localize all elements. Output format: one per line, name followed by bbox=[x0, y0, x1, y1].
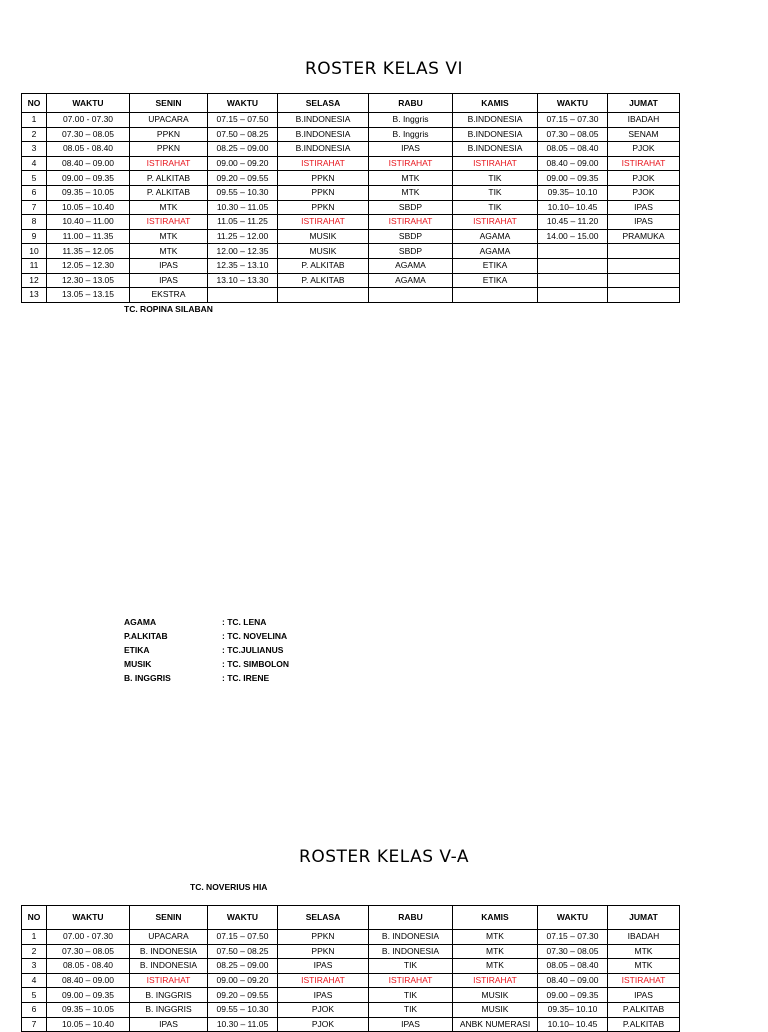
table-cell: SENAM bbox=[608, 127, 680, 142]
table-cell: B. INDONESIA bbox=[369, 944, 453, 959]
table-cell: 09.35– 10.10 bbox=[538, 185, 608, 200]
roster-title-va: ROSTER KELAS V-A bbox=[299, 847, 469, 867]
column-header: WAKTU bbox=[538, 94, 608, 113]
table-cell: IPAS bbox=[130, 273, 208, 288]
table-cell: PJOK bbox=[608, 185, 680, 200]
table-row bbox=[22, 288, 680, 303]
table-header-row bbox=[22, 94, 680, 113]
table-cell: B.INDONESIA bbox=[453, 142, 538, 157]
table-cell: ISTIRAHAT bbox=[608, 973, 680, 988]
table-cell: 1 bbox=[22, 113, 47, 128]
table-cell: 07.30 – 08.05 bbox=[47, 127, 130, 142]
table-cell: 09.20 – 09.55 bbox=[208, 988, 278, 1003]
table-cell: PPKN bbox=[278, 185, 369, 200]
table-cell: B. INDONESIA bbox=[130, 959, 208, 974]
table-cell: 13.10 – 13.30 bbox=[208, 273, 278, 288]
table-cell: ISTIRAHAT bbox=[130, 215, 208, 230]
subject-teacher-list bbox=[124, 615, 289, 685]
table-row bbox=[22, 171, 680, 186]
table-cell: 07.15 – 07.30 bbox=[538, 113, 608, 128]
column-header: WAKTU bbox=[208, 94, 278, 113]
table-row bbox=[22, 988, 680, 1003]
column-header: KAMIS bbox=[453, 94, 538, 113]
table-row bbox=[22, 930, 680, 945]
table-cell: MUSIK bbox=[278, 229, 369, 244]
table-cell: 09.00 – 09.35 bbox=[538, 171, 608, 186]
table-cell: 2 bbox=[22, 944, 47, 959]
table-row bbox=[22, 944, 680, 959]
table-cell: ISTIRAHAT bbox=[369, 156, 453, 171]
table-cell bbox=[608, 288, 680, 303]
table-cell: TIK bbox=[369, 1002, 453, 1017]
column-header: WAKTU bbox=[47, 94, 130, 113]
table-cell: 07.50 – 08.25 bbox=[208, 944, 278, 959]
table-cell: SBDP bbox=[369, 244, 453, 259]
table-cell: TIK bbox=[369, 959, 453, 974]
subject-name: B. INGGRIS bbox=[124, 673, 171, 683]
table-cell: 08.25 – 09.00 bbox=[208, 142, 278, 157]
homeroom-teacher-vi: TC. ROPINA SILABAN bbox=[124, 304, 213, 314]
table-cell: 09.00 – 09.35 bbox=[538, 988, 608, 1003]
table-cell bbox=[278, 288, 369, 303]
table-cell: B.INDONESIA bbox=[278, 127, 369, 142]
table-cell bbox=[608, 273, 680, 288]
table-cell: 09.20 – 09.55 bbox=[208, 171, 278, 186]
column-header: KAMIS bbox=[453, 906, 538, 930]
table-cell: ISTIRAHAT bbox=[453, 156, 538, 171]
table-cell: 11.05 – 11.25 bbox=[208, 215, 278, 230]
teacher-name: : TC. LENA bbox=[222, 617, 267, 627]
table-cell: ISTIRAHAT bbox=[369, 973, 453, 988]
table-cell: ETIKA bbox=[453, 273, 538, 288]
table-cell: 08.05 – 08.40 bbox=[538, 959, 608, 974]
column-header: JUMAT bbox=[608, 94, 680, 113]
subject-name: ETIKA bbox=[124, 645, 150, 655]
subject-name: P.ALKITAB bbox=[124, 631, 168, 641]
table-cell: 10.10– 10.45 bbox=[538, 200, 608, 215]
table-cell: 07.30 – 08.05 bbox=[538, 944, 608, 959]
table-cell: B.INDONESIA bbox=[278, 113, 369, 128]
table-cell: 2 bbox=[22, 127, 47, 142]
table-cell: EKSTRA bbox=[130, 288, 208, 303]
table-cell: 10.40 – 11.00 bbox=[47, 215, 130, 230]
teacher-name: : TC. IRENE bbox=[222, 673, 270, 683]
homeroom-teacher-va: TC. NOVERIUS HIA bbox=[190, 882, 268, 892]
table-cell: 09.00 – 09.20 bbox=[208, 973, 278, 988]
table-cell: PJOK bbox=[608, 142, 680, 157]
table-cell: 07.15 – 07.30 bbox=[538, 930, 608, 945]
table-cell: IPAS bbox=[608, 215, 680, 230]
table-cell: 08.25 – 09.00 bbox=[208, 959, 278, 974]
table-cell: 4 bbox=[22, 973, 47, 988]
table-cell bbox=[538, 273, 608, 288]
roster-title-vi: ROSTER KELAS VI bbox=[304, 59, 464, 79]
table-cell: 3 bbox=[22, 142, 47, 157]
table-cell: P. ALKITAB bbox=[130, 185, 208, 200]
table-cell: 09.00 – 09.20 bbox=[208, 156, 278, 171]
table-cell: MTK bbox=[453, 930, 538, 945]
table-cell: 12 bbox=[22, 273, 47, 288]
table-cell: SBDP bbox=[369, 229, 453, 244]
table-cell: TIK bbox=[369, 988, 453, 1003]
table-cell: P.ALKITAB bbox=[608, 1017, 680, 1032]
table-cell: 12.30 – 13.05 bbox=[47, 273, 130, 288]
table-cell: AGAMA bbox=[369, 273, 453, 288]
table-cell bbox=[538, 244, 608, 259]
table-row bbox=[22, 258, 680, 273]
table-cell: PPKN bbox=[278, 200, 369, 215]
teacher-row bbox=[124, 671, 289, 685]
table-cell: 10.10– 10.45 bbox=[538, 1017, 608, 1032]
table-cell: P. ALKITAB bbox=[278, 258, 369, 273]
table-cell: AGAMA bbox=[453, 229, 538, 244]
table-cell: TIK bbox=[453, 171, 538, 186]
table-cell: 09.55 – 10.30 bbox=[208, 1002, 278, 1017]
table-cell: ISTIRAHAT bbox=[278, 215, 369, 230]
table-row bbox=[22, 127, 680, 142]
column-header: SELASA bbox=[278, 906, 369, 930]
table-row bbox=[22, 200, 680, 215]
table-cell bbox=[608, 258, 680, 273]
table-cell: 14.00 – 15.00 bbox=[538, 229, 608, 244]
teacher-row bbox=[124, 629, 289, 643]
table-cell: 07.50 – 08.25 bbox=[208, 127, 278, 142]
roster-table-va bbox=[21, 905, 680, 1032]
table-cell: ETIKA bbox=[453, 258, 538, 273]
table-cell: B.INDONESIA bbox=[278, 142, 369, 157]
table-cell bbox=[453, 288, 538, 303]
table-cell: MTK bbox=[130, 200, 208, 215]
table-cell: IPAS bbox=[130, 1017, 208, 1032]
table-cell: PJOK bbox=[278, 1017, 369, 1032]
table-cell bbox=[208, 288, 278, 303]
table-cell: 09.35– 10.10 bbox=[538, 1002, 608, 1017]
column-header: SELASA bbox=[278, 94, 369, 113]
table-cell: IPAS bbox=[608, 200, 680, 215]
table-cell: 5 bbox=[22, 171, 47, 186]
table-cell: SBDP bbox=[369, 200, 453, 215]
table-cell: 09.35 – 10.05 bbox=[47, 185, 130, 200]
table-cell: 7 bbox=[22, 1017, 47, 1032]
column-header: JUMAT bbox=[608, 906, 680, 930]
table-cell: MTK bbox=[130, 244, 208, 259]
table-cell: ISTIRAHAT bbox=[278, 973, 369, 988]
table-cell: 11.35 – 12.05 bbox=[47, 244, 130, 259]
table-cell: B. INDONESIA bbox=[130, 944, 208, 959]
table-cell: 09.00 – 09.35 bbox=[47, 988, 130, 1003]
table-row bbox=[22, 229, 680, 244]
column-header: SENIN bbox=[130, 906, 208, 930]
table-cell: 12.05 – 12.30 bbox=[47, 258, 130, 273]
table-cell: 10.30 – 11.05 bbox=[208, 200, 278, 215]
table-cell: 08.40 – 09.00 bbox=[538, 156, 608, 171]
table-cell: TIK bbox=[453, 185, 538, 200]
table-cell: IPAS bbox=[278, 988, 369, 1003]
teacher-row bbox=[124, 643, 289, 657]
subject-name: AGAMA bbox=[124, 617, 157, 627]
table-cell: 08.05 – 08.40 bbox=[538, 142, 608, 157]
table-cell bbox=[369, 288, 453, 303]
table-cell: B. INGGRIS bbox=[130, 1002, 208, 1017]
table-cell: 07.30 – 08.05 bbox=[538, 127, 608, 142]
table-cell: IPAS bbox=[369, 1017, 453, 1032]
table-cell: 07.00 - 07.30 bbox=[47, 113, 130, 128]
table-cell: 07.15 – 07.50 bbox=[208, 113, 278, 128]
teacher-row bbox=[124, 657, 289, 671]
table-cell: 07.15 – 07.50 bbox=[208, 930, 278, 945]
table-cell: ISTIRAHAT bbox=[453, 215, 538, 230]
table-cell: 08.40 – 09.00 bbox=[47, 156, 130, 171]
table-cell: 12.35 – 13.10 bbox=[208, 258, 278, 273]
table-cell: 08.40 – 09.00 bbox=[47, 973, 130, 988]
table-cell: AGAMA bbox=[369, 258, 453, 273]
table-cell: 11.25 – 12.00 bbox=[208, 229, 278, 244]
table-cell: 13.05 – 13.15 bbox=[47, 288, 130, 303]
table-cell: MUSIK bbox=[453, 988, 538, 1003]
column-header: WAKTU bbox=[538, 906, 608, 930]
table-row bbox=[22, 959, 680, 974]
table-cell: PPKN bbox=[130, 127, 208, 142]
table-cell: 1 bbox=[22, 930, 47, 945]
table-cell: 10.05 – 10.40 bbox=[47, 200, 130, 215]
table-cell: 09.55 – 10.30 bbox=[208, 185, 278, 200]
table-row bbox=[22, 244, 680, 259]
table-cell: P.ALKITAB bbox=[608, 1002, 680, 1017]
table-cell: AGAMA bbox=[453, 244, 538, 259]
column-header: WAKTU bbox=[208, 906, 278, 930]
table-cell: 08.05 - 08.40 bbox=[47, 142, 130, 157]
table-cell: MUSIK bbox=[453, 1002, 538, 1017]
table-cell: 11.00 – 11.35 bbox=[47, 229, 130, 244]
table-cell: 09.00 – 09.35 bbox=[47, 171, 130, 186]
table-cell: MUSIK bbox=[278, 244, 369, 259]
table-cell: 6 bbox=[22, 1002, 47, 1017]
table-cell: 10.30 – 11.05 bbox=[208, 1017, 278, 1032]
table-cell bbox=[538, 258, 608, 273]
teacher-name: : TC. NOVELINA bbox=[222, 631, 288, 641]
table-cell: TIK bbox=[453, 200, 538, 215]
table-cell: 3 bbox=[22, 959, 47, 974]
table-cell: 5 bbox=[22, 988, 47, 1003]
subject-name: MUSIK bbox=[124, 659, 152, 669]
table-cell: B.INDONESIA bbox=[453, 113, 538, 128]
table-cell bbox=[538, 288, 608, 303]
table-header-row bbox=[22, 906, 680, 930]
table-cell bbox=[608, 244, 680, 259]
table-cell: MTK bbox=[369, 171, 453, 186]
table-row bbox=[22, 973, 680, 988]
table-cell: PPKN bbox=[130, 142, 208, 157]
table-cell: PPKN bbox=[278, 171, 369, 186]
table-cell: 08.05 - 08.40 bbox=[47, 959, 130, 974]
table-cell: ISTIRAHAT bbox=[278, 156, 369, 171]
roster-table-vi bbox=[21, 93, 680, 303]
table-cell: B. INGGRIS bbox=[130, 988, 208, 1003]
table-cell: 9 bbox=[22, 229, 47, 244]
teacher-name: : TC.JULIANUS bbox=[222, 645, 284, 655]
table-cell: ISTIRAHAT bbox=[369, 215, 453, 230]
table-cell: B. Inggris bbox=[369, 113, 453, 128]
table-row bbox=[22, 142, 680, 157]
table-row bbox=[22, 273, 680, 288]
table-cell: PRAMUKA bbox=[608, 229, 680, 244]
table-cell: P. ALKITAB bbox=[278, 273, 369, 288]
column-header: RABU bbox=[369, 906, 453, 930]
table-row bbox=[22, 156, 680, 171]
table-cell: B. Inggris bbox=[369, 127, 453, 142]
table-cell: 13 bbox=[22, 288, 47, 303]
table-cell: UPACARA bbox=[130, 930, 208, 945]
table-cell: IPAS bbox=[278, 959, 369, 974]
table-cell: IPAS bbox=[369, 142, 453, 157]
teacher-name: : TC. SIMBOLON bbox=[222, 659, 290, 669]
table-row bbox=[22, 215, 680, 230]
teacher-row bbox=[124, 615, 289, 629]
table-cell: P. ALKITAB bbox=[130, 171, 208, 186]
column-header: SENIN bbox=[130, 94, 208, 113]
column-header: NO bbox=[22, 906, 47, 930]
table-cell: MTK bbox=[453, 944, 538, 959]
table-cell: 6 bbox=[22, 185, 47, 200]
table-cell: UPACARA bbox=[130, 113, 208, 128]
table-row bbox=[22, 1002, 680, 1017]
table-cell: ISTIRAHAT bbox=[130, 973, 208, 988]
table-cell: 11 bbox=[22, 258, 47, 273]
table-cell: MTK bbox=[130, 229, 208, 244]
table-cell: IBADAH bbox=[608, 930, 680, 945]
table-cell: PPKN bbox=[278, 930, 369, 945]
table-cell: IBADAH bbox=[608, 113, 680, 128]
table-cell: MTK bbox=[608, 944, 680, 959]
table-cell: 07.30 – 08.05 bbox=[47, 944, 130, 959]
table-row bbox=[22, 185, 680, 200]
table-cell: PJOK bbox=[278, 1002, 369, 1017]
table-cell: 10.45 – 11.20 bbox=[538, 215, 608, 230]
table-cell: 09.35 – 10.05 bbox=[47, 1002, 130, 1017]
table-cell: PJOK bbox=[608, 171, 680, 186]
table-cell: ISTIRAHAT bbox=[608, 156, 680, 171]
table-cell: 08.40 – 09.00 bbox=[538, 973, 608, 988]
table-row bbox=[22, 1017, 680, 1032]
table-cell: B.INDONESIA bbox=[453, 127, 538, 142]
table-cell: MTK bbox=[369, 185, 453, 200]
table-cell: 07.00 - 07.30 bbox=[47, 930, 130, 945]
table-cell: 4 bbox=[22, 156, 47, 171]
table-cell: MTK bbox=[453, 959, 538, 974]
column-header: NO bbox=[22, 94, 47, 113]
table-cell: 10.05 – 10.40 bbox=[47, 1017, 130, 1032]
table-row bbox=[22, 113, 680, 128]
table-cell: 8 bbox=[22, 215, 47, 230]
table-cell: MTK bbox=[608, 959, 680, 974]
table-cell: ISTIRAHAT bbox=[453, 973, 538, 988]
table-cell: 7 bbox=[22, 200, 47, 215]
table-cell: IPAS bbox=[130, 258, 208, 273]
table-cell: 12.00 – 12.35 bbox=[208, 244, 278, 259]
table-cell: ISTIRAHAT bbox=[130, 156, 208, 171]
table-cell: IPAS bbox=[608, 988, 680, 1003]
table-cell: PPKN bbox=[278, 944, 369, 959]
column-header: RABU bbox=[369, 94, 453, 113]
table-cell: 10 bbox=[22, 244, 47, 259]
table-cell: ANBK NUMERASI bbox=[453, 1017, 538, 1032]
table-cell: B. INDONESIA bbox=[369, 930, 453, 945]
column-header: WAKTU bbox=[47, 906, 130, 930]
